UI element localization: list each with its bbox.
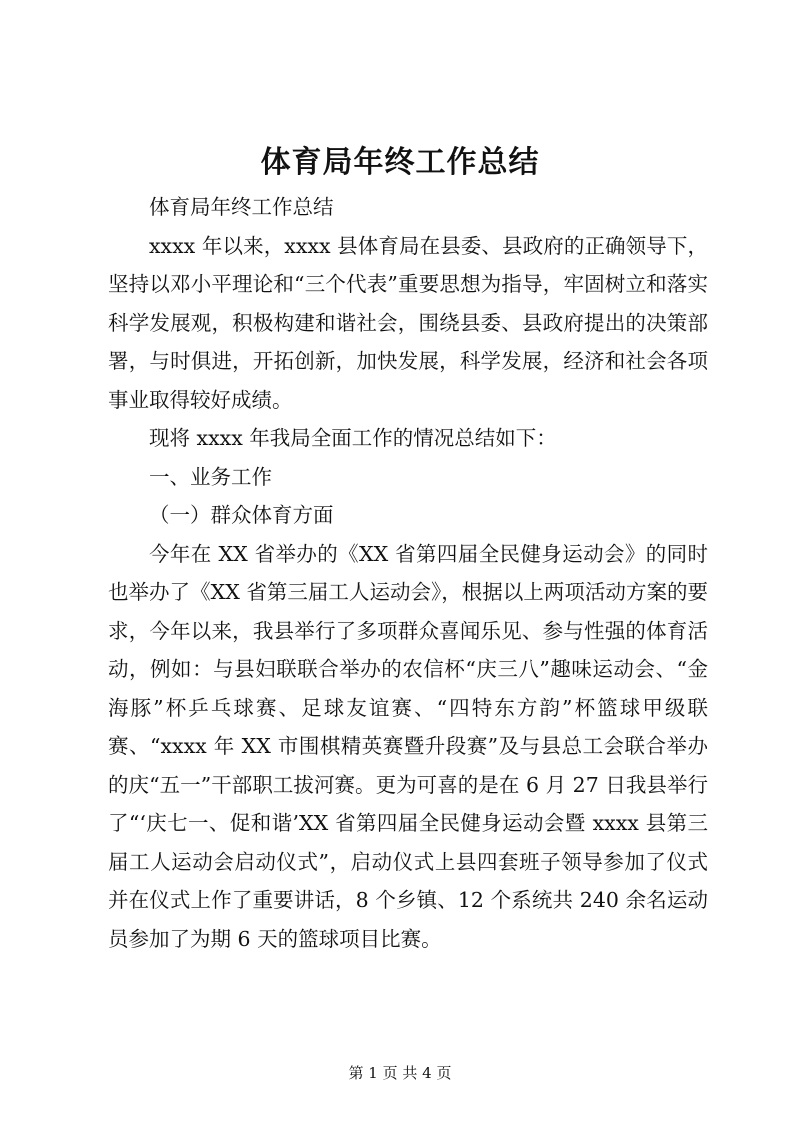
summary-lead-paragraph: 现将 xxxx 年我局全面工作的情况总结如下：: [149, 426, 557, 450]
page-footer: 第 1 页 共 4 页: [348, 1064, 452, 1082]
subtitle-paragraph: 体育局年终工作总结: [149, 195, 334, 219]
mass-sports-paragraph: 今年在 XX 省举办的《XX 省第四届全民健身运动会》的同时也举办了《XX 省第三届工人运动会》，根据以上两项活动方案的要求，今年以来，我县举行了多项群众喜闻乐见、参与性强的体育活动，例如：与县妇联联合举办的农信杯“庆三八”趣味运动会、“金海豚”杯乒乓球赛、足球友谊赛、“四特东方韵”杯篮球甲级联赛、“xxxx 年 XX 市围棋精英赛暨升段赛”及与县总工会联合举办的庆“五一”干部职工拔河赛。更为可喜的是在 6 月 27 日我县举行了“‘庆七一、促和谐’XX 省第四届全民健身运动会暨 xxxx 县第三届工人运动会启动仪式”，启动仪式上县四套班子领导参加了仪式并在仪式上作了重要讲话，8 个乡镇、12 个系统共 240 余名运动员参加了为期 6 天的篮球项目比赛。: [108, 541, 708, 951]
document-title: 体育局年终工作总结: [260, 145, 540, 180]
section-heading: 一、业务工作: [149, 464, 272, 489]
document-body: [108, 188, 708, 958]
subsection-heading: （一）群众体育方面: [149, 503, 334, 527]
intro-paragraph: xxxx 年以来，xxxx 县体育局在县委、县政府的正确领导下，坚持以邓小平理论和“三个代表”重要思想为指导，牢固树立和落实科学发展观，积极构建和谐社会，围绕县委、县政府提出的决策部署，与时俱进，开拓创新，加快发展，科学发展，经济和社会各项事业取得较好成绩。: [108, 233, 708, 412]
